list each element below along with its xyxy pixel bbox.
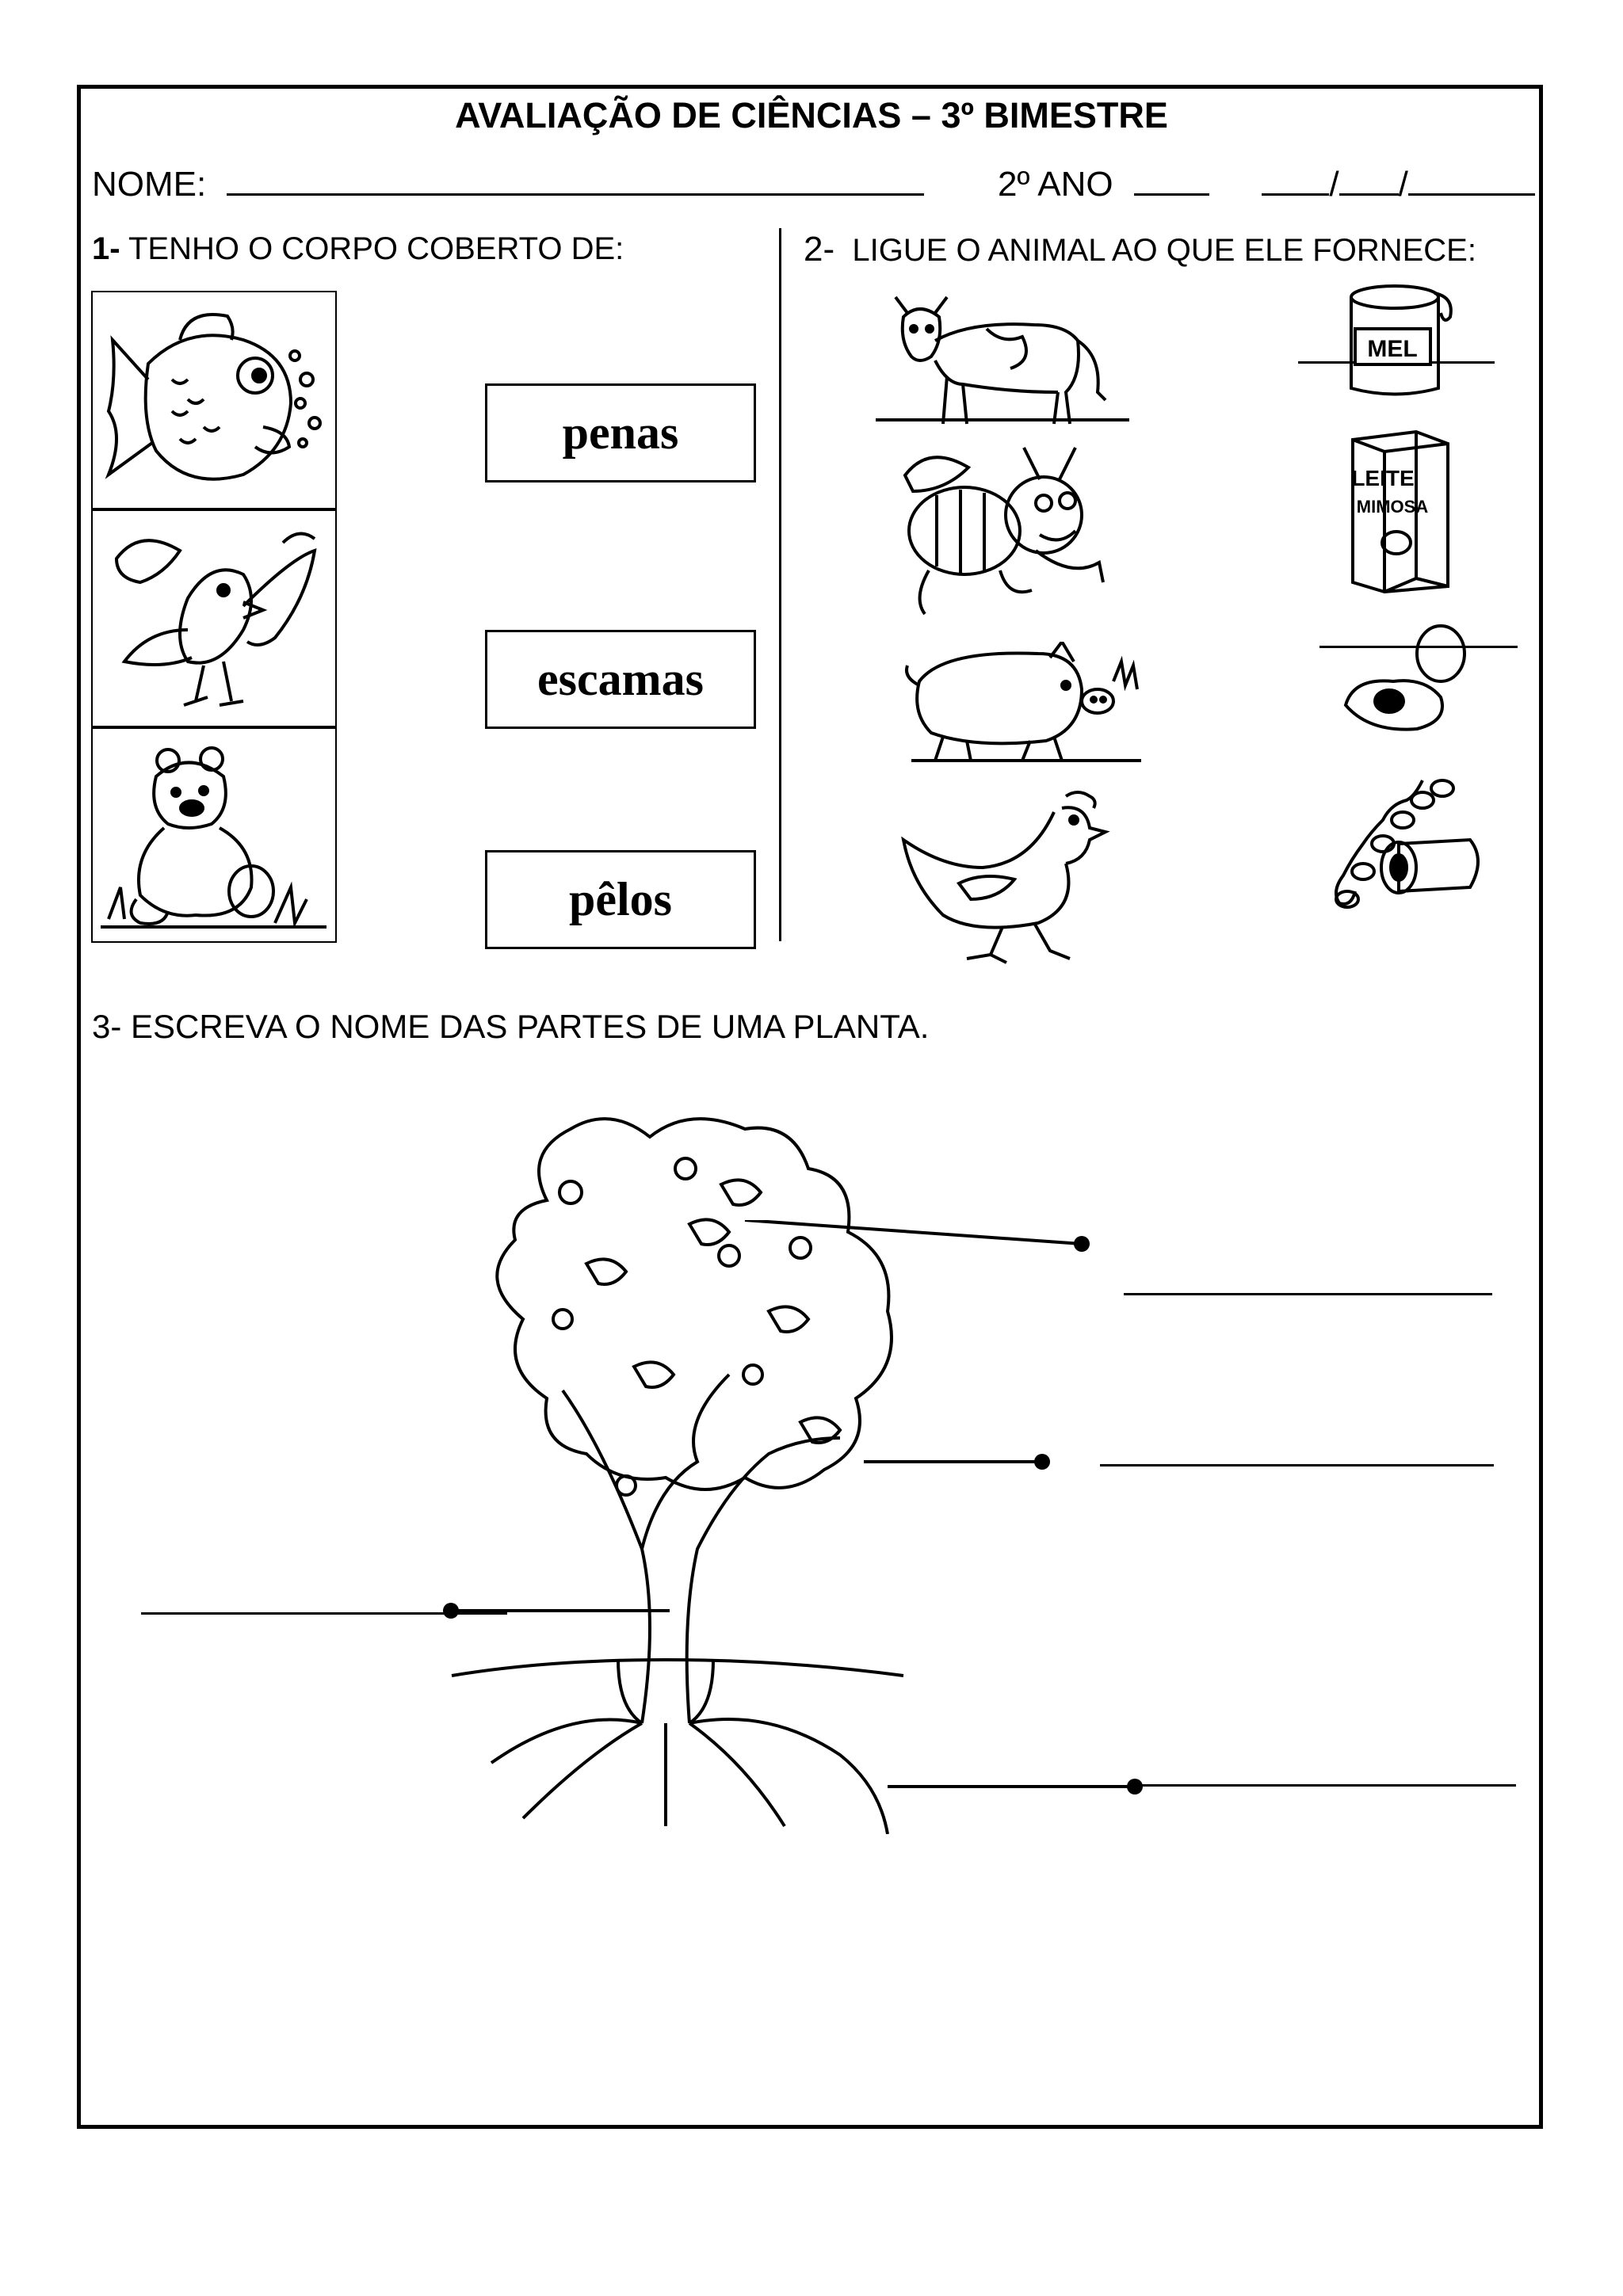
name-field[interactable] bbox=[227, 158, 924, 196]
milk-carton-illustration bbox=[1345, 424, 1456, 594]
milk-label-1: LEITE bbox=[1351, 466, 1415, 490]
tree-illustration bbox=[428, 1105, 919, 1834]
question-2-number: 2- bbox=[804, 230, 835, 269]
pig-illustration bbox=[896, 642, 1149, 769]
question-1-heading bbox=[92, 231, 624, 267]
section-divider bbox=[779, 228, 781, 941]
question-1-text: TENHO O CORPO COBERTO DE: bbox=[128, 231, 624, 266]
year-label: 2º ANO bbox=[997, 165, 1113, 204]
question-3-heading: 3- ESCREVA O NOME DAS PARTES DE UMA PLANTA. bbox=[92, 1008, 930, 1045]
honey-label: MEL bbox=[1367, 336, 1418, 362]
class-field[interactable] bbox=[1134, 158, 1209, 196]
hen-illustration bbox=[896, 788, 1133, 967]
date-separator: / bbox=[1329, 165, 1339, 204]
worksheet-title: AVALIAÇÃO DE CIÊNCIAS – 3º BIMESTRE bbox=[455, 95, 1168, 135]
cow-illustration bbox=[876, 281, 1129, 436]
honey-jar-illustration bbox=[1339, 281, 1458, 404]
bird-image-cell bbox=[91, 509, 337, 727]
sausages-illustration bbox=[1327, 772, 1494, 919]
bear-illustration bbox=[93, 729, 335, 941]
pointer-flower bbox=[713, 1220, 1094, 1268]
pointer-leaf bbox=[864, 1450, 1054, 1474]
date-separator: / bbox=[1398, 165, 1408, 204]
question-2-heading bbox=[804, 230, 1476, 269]
question-2-text: LIGUE O ANIMAL AO QUE ELE FORNECE: bbox=[852, 233, 1476, 268]
bee-illustration bbox=[881, 444, 1127, 622]
answer-line-root[interactable] bbox=[1136, 1784, 1516, 1787]
name-label: NOME: bbox=[92, 165, 207, 204]
bird-illustration bbox=[93, 511, 335, 726]
name-row bbox=[92, 158, 1535, 204]
pointer-root bbox=[888, 1775, 1149, 1798]
fish-illustration bbox=[93, 292, 335, 508]
answer-line-leaf[interactable] bbox=[1100, 1464, 1494, 1466]
label-penas[interactable]: penas bbox=[485, 383, 756, 482]
fish-image-cell bbox=[91, 291, 337, 509]
question-1-number: 1- bbox=[92, 231, 120, 266]
bear-image-cell bbox=[91, 727, 337, 943]
milk-label-2: MIMOSA bbox=[1356, 497, 1429, 517]
date-day-field[interactable] bbox=[1262, 158, 1329, 196]
eggs-illustration bbox=[1338, 618, 1472, 745]
label-escamas[interactable]: escamas bbox=[485, 630, 756, 729]
date-month-field[interactable] bbox=[1339, 158, 1399, 196]
label-pelos[interactable]: pêlos bbox=[485, 850, 756, 949]
answer-line-flower[interactable] bbox=[1124, 1293, 1492, 1295]
answer-line-stem[interactable] bbox=[141, 1612, 507, 1615]
date-year-field[interactable] bbox=[1408, 158, 1535, 196]
